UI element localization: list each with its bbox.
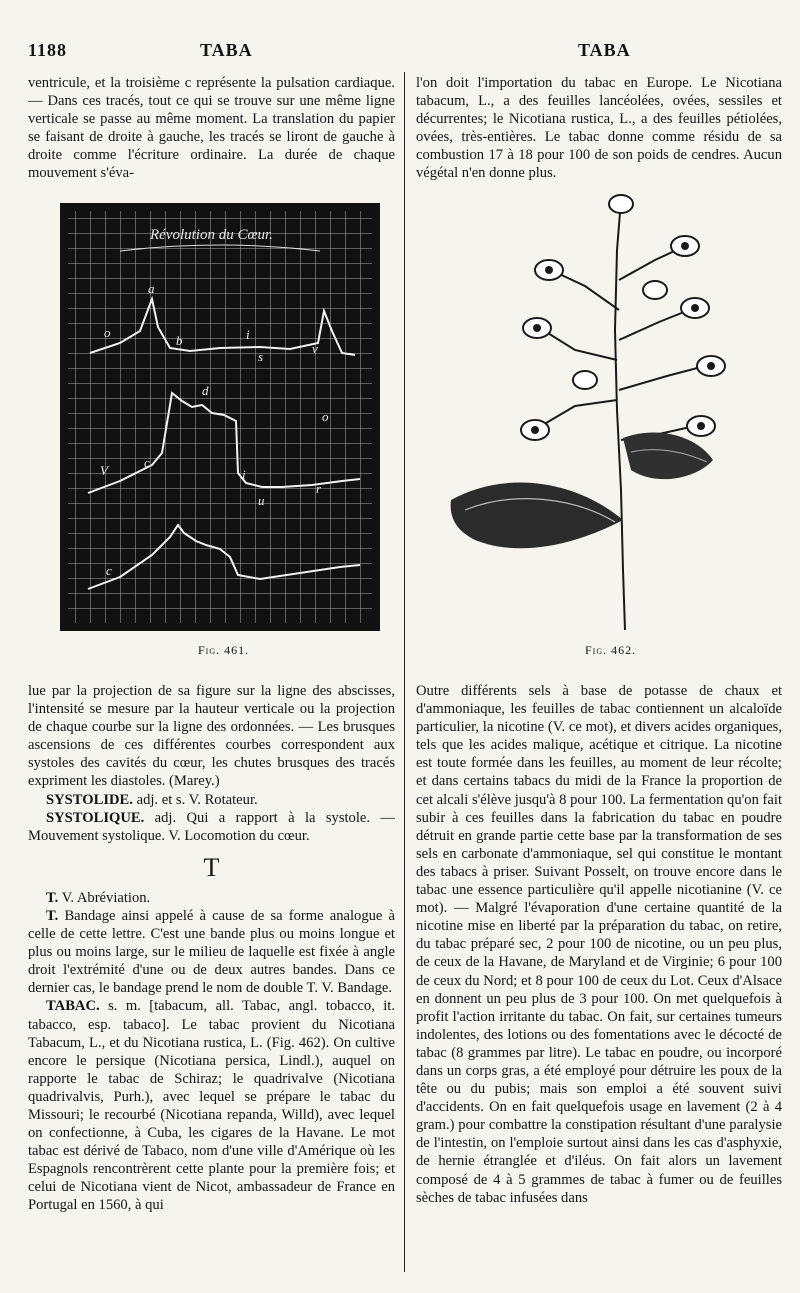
curve-label: c bbox=[106, 563, 112, 578]
right-column-bottom bbox=[416, 682, 782, 1207]
curve-label: i bbox=[246, 327, 250, 342]
curve-label: c bbox=[144, 455, 150, 470]
figure-461-caption: Fig. 461. bbox=[198, 643, 250, 657]
entry-t-bandage bbox=[28, 907, 395, 997]
running-head-left: TABA bbox=[200, 40, 253, 60]
curve-label: b bbox=[176, 333, 183, 348]
entry-headword: TABAC. bbox=[46, 998, 100, 1015]
entry-headword: SYSTOLIQUE. bbox=[46, 809, 145, 826]
entry-headword: T. bbox=[46, 907, 59, 924]
entry-body: adj. et s. V. Rotateur. bbox=[136, 791, 258, 808]
curve-label: u bbox=[258, 493, 265, 508]
entry-headword: SYSTOLIDE. bbox=[46, 791, 133, 808]
entry-body: adj. Qui a rapport à la systole. — Mouvement systolique. V. Locomotion du cœur. bbox=[28, 809, 395, 844]
running-head-right: TABA bbox=[578, 40, 631, 60]
curve-label: a bbox=[148, 281, 155, 296]
tobacco-plant-illustration bbox=[445, 190, 755, 630]
entry-tabac bbox=[28, 997, 395, 1214]
section-letter: T bbox=[203, 852, 220, 882]
entry-systolide bbox=[28, 791, 395, 809]
column-divider bbox=[404, 72, 405, 1272]
curve-label: v bbox=[312, 341, 318, 356]
figure-461-heart-tracings bbox=[60, 203, 380, 631]
page-number: 1188 bbox=[28, 40, 68, 60]
paragraph: l'on doit l'importation du tabac en Europe. Le Nicotiana tabacum, L., a des feuilles lancéolées, ovées, sessiles et décurrentes; le Nicotiana rustica, L., a des feuilles pétiolées, ovées, très-entières. Le tabac donne comme résidu de sa combustion 17 à 18 pour 100 de son poids de cendres. Aucun végétal n'en donne plus. bbox=[416, 75, 782, 182]
heart-tracing-graphic bbox=[60, 203, 380, 631]
paragraph: Outre différents sels à base de potasse de chaux et d'ammoniaque, les feuilles de tabac contiennent un alcaloïde particulier, la nicotine (V. ce mot), et divers acides organiques, tels que les acides malique, acétique et citrique. La nicotine est toute formée dans les feuilles, au moment de leur récolte; et dans certains tabacs du midi de la France la proportion de cet alcali s'élève jusqu'à 8 pour 100. La fermentation qu'on fait subir à ces feuilles dans la fabrication du tabac en poudre détruit en grande partie cette base par la transformation de ses sels en carbonate d'ammoniaque, sel qui constitue le montant des tabacs à priser. Suivant Posselt, on trouve encore dans le tabac une essence particulière qu'il appelle nicotianine (V. ce mot). — Malgré l'évaporation d'une certaine quantité de la nicotine mise en liberté par la préparation du tabac, on retire, du tabac préparé sec, 2 pour 100 de nicotine, ou un peu plus, de ceux de la Havane, de Maryland et de Virginie; 6 pour 100 de ceux du Nord; et 8 pour 100 de ceux du Lot. Ceux d'Alsace en donnent un peu plus de 3 pour 100. On met quelquefois à profit l'action irritante du tabac. On fait, sur certaines tumeurs indolentes, des lotions ou des fomentations avec le décocté de tabac (8 grammes par litre). Le tabac en poudre, ou incorporé dans un corps gras, a été employé pour détruire les poux de la tête ou du pubis; mais son emploi a été souvent suivi d'accidents. On en fait quelquefois usage en lavement (2 à 4 gram.) pour combattre la constipation résultant d'une paralysie de l'intestin, on l'emploie surtout ainsi dans les cas d'asphyxie, de hernie étranglée et d'iléus. On fait alors un lavement composé de 4 à 5 grammes de tabac à fumer ou de feuilles sèches de tabac infusées dans bbox=[416, 683, 782, 1206]
figure-462-tobacco-plant bbox=[445, 190, 755, 630]
curve-label: i bbox=[242, 467, 246, 482]
entry-body: Bandage ainsi appelé à cause de sa forme analogue à celle de cette lettre. C'est une bande plus ou moins longue et plus ou moins large, sur le milieu de laquelle est fixée à angle droit l'extrémité d'une ou de deux autres bandes. Dans ce dernier cas, le bandage prend le nom de double T. V. Bandage. bbox=[28, 907, 395, 997]
curve-label: d bbox=[202, 383, 209, 398]
figure-462-caption: Fig. 462. bbox=[585, 643, 637, 657]
curve-label: o bbox=[322, 409, 329, 424]
entry-systolique bbox=[28, 809, 395, 845]
entry-headword: T. bbox=[46, 889, 59, 906]
left-column-bottom bbox=[28, 682, 395, 1215]
paragraph: lue par la projection de sa figure sur la ligne des abscisses, l'intensité se mesure par la hauteur verticale ou la projection de chaque courbe sur la ligne des ordonnées. — Les brusques ascensions de ces différentes courbes correspondent aux systoles des cavités du cœur, les chutes brusques des tracés expriment les diastoles. (Marey.) bbox=[28, 683, 395, 790]
entry-t-abbreviation bbox=[28, 889, 395, 907]
left-column-top bbox=[28, 74, 395, 183]
curve-label: r bbox=[316, 481, 322, 496]
right-column-top bbox=[416, 74, 782, 183]
entry-body: V. Abréviation. bbox=[61, 889, 151, 906]
curve-label: V bbox=[100, 463, 108, 478]
paragraph: ventricule, et la troisième c représente la pulsation cardiaque.— Dans ces tracés, tout ce qui se trouve sur une même ligne verticale se passe au même moment. La translation du papier se faisant de droite à gauche, les tracés se liront de gauche à droite comme l'écriture ordinaire. La durée de chaque mouvement s'éva- bbox=[28, 75, 395, 182]
entry-body: s. m. [tabacum, all. Tabac, angl. tobacco, it. tabacco, esp. tabaco]. Le tabac provient du Nicotiana Tabacum, L., et du Nicotiana rustica, L. (Fig. 462). On cultive encore le persique (Nicotiana persica, Lindl.), auquel on rapporte le tabac de Schiraz; le quadrivalve (Nicotiana quadrivalvis, Purh.), avec lequel se prépare le tabac du Missouri; le recourbé (Nicotiana repanda, Willd), avec lequel on confectionne, à Cuba, les cigares de la Havane. Le mot tabac est dérivé de Tabaco, nom d'une ville d'Amérique où les Espagnols rencontrèrent cette plante pour la première fois; et celui de Nicotiana vient de Nicot, ambassadeur de France en Portugal en 1560, à qui bbox=[28, 998, 396, 1214]
curve-label: s bbox=[258, 349, 264, 364]
curve-label: o bbox=[104, 325, 111, 340]
figure-title: Révolution du Cœur. bbox=[150, 227, 273, 243]
